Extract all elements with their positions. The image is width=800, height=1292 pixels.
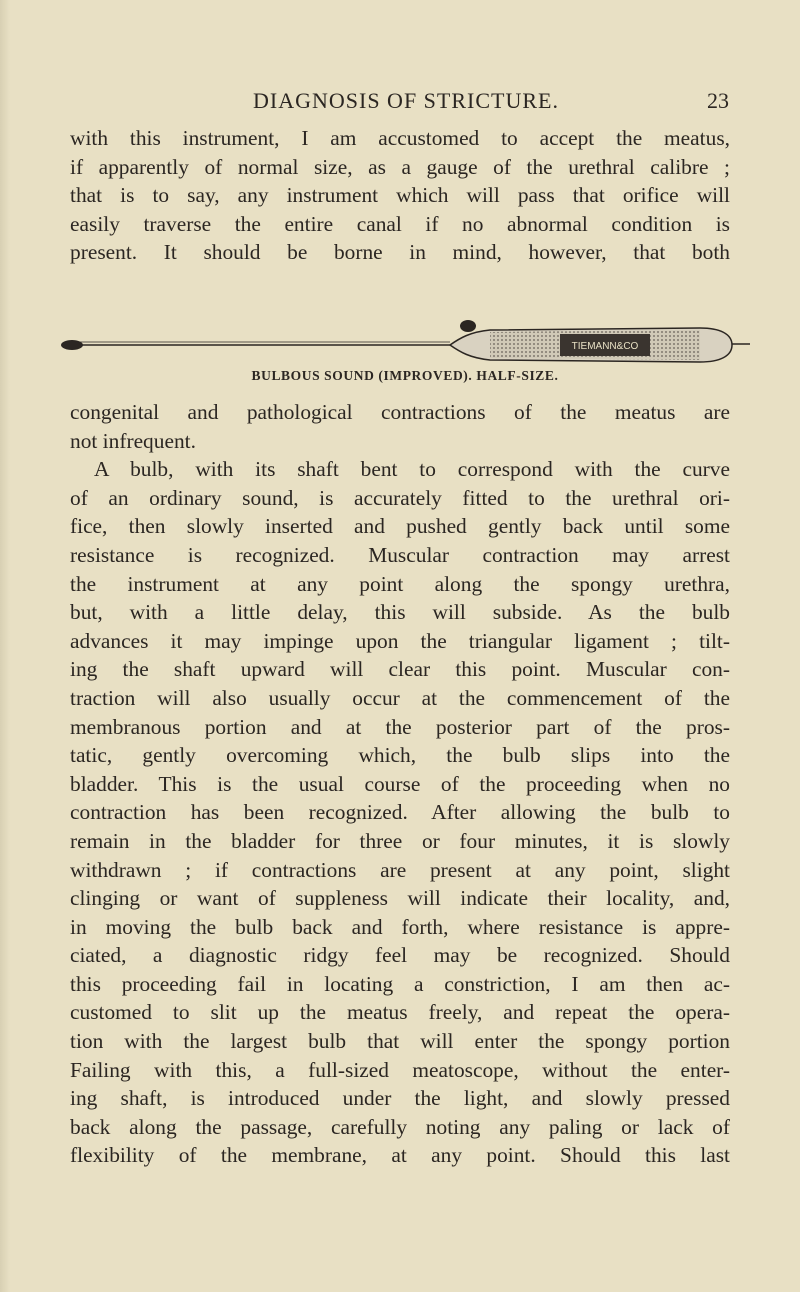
text-line: present. It should be borne in mind, however, that both bbox=[70, 240, 730, 265]
text-line: congenital and pathological contractions of the meatus are bbox=[70, 400, 730, 424]
text-line: ing the shaft upward will clear this point. Muscular con- bbox=[70, 657, 730, 682]
handle-inscription: TIEMANN&CO bbox=[571, 341, 639, 352]
paragraph-1 bbox=[70, 124, 730, 267]
text-line: easily traverse the entire canal if no abnormal condition is bbox=[70, 211, 730, 236]
text-line: in moving the bulb back and forth, where resistance is appre- bbox=[70, 914, 730, 939]
text-line: remain in the bladder for three or four minutes, it is slowly bbox=[70, 828, 730, 853]
text-line: ciated, a diagnostic ridgy feel may be recognized. Should bbox=[70, 943, 730, 968]
text-line: ing shaft, is introduced under the light, and slowly pressed bbox=[70, 1086, 730, 1111]
figure-caption: BULBOUS SOUND (IMPROVED). HALF-SIZE. bbox=[251, 368, 559, 383]
text-line: this proceeding fail in locating a constriction, I am then ac- bbox=[70, 971, 730, 996]
bulbous-sound-illustration bbox=[60, 318, 750, 368]
handle-knob bbox=[460, 320, 476, 332]
text-line: tatic, gently overcoming which, the bulb slips into the bbox=[70, 743, 730, 768]
text-line: but, with a little delay, this will subside. As the bulb bbox=[70, 600, 730, 625]
bulb-tip bbox=[61, 340, 83, 350]
page-header bbox=[0, 88, 800, 118]
text-line: not infrequent. bbox=[70, 428, 196, 453]
text-line: traction will also usually occur at the commencement of the bbox=[70, 685, 730, 710]
text-line: the instrument at any point along the spongy urethra, bbox=[70, 571, 730, 596]
text-line: flexibility of the membrane, at any point. Should this last bbox=[70, 1143, 730, 1168]
page-edge bbox=[0, 0, 10, 1292]
text-line: if apparently of normal size, as a gauge of the urethral calibre ; bbox=[70, 154, 730, 179]
text-line: fice, then slowly inserted and pushed gently back until some bbox=[70, 514, 730, 539]
page-number: 23 bbox=[707, 88, 729, 113]
text-line: customed to slit up the meatus freely, and repeat the opera- bbox=[70, 1000, 730, 1025]
text-line: that is to say, any instrument which will pass that orifice will bbox=[70, 183, 730, 208]
text-line: with this instrument, I am accustomed to accept the meatus, bbox=[70, 126, 730, 150]
text-line: A bulb, with its shaft bent to correspond with the curve bbox=[94, 457, 730, 482]
text-line: resistance is recognized. Muscular contraction may arrest bbox=[70, 542, 730, 567]
text-line: clinging or want of suppleness will indicate their locality, and, bbox=[70, 886, 730, 911]
text-line: Failing with this, a full-sized meatoscope, without the enter- bbox=[70, 1057, 730, 1082]
text-line: of an ordinary sound, is accurately fitted to the urethral ori- bbox=[70, 485, 730, 510]
paragraph-2 bbox=[70, 398, 730, 1170]
text-line: bladder. This is the usual course of the proceeding when no bbox=[70, 771, 730, 796]
text-line: tion with the largest bulb that will enter the spongy portion bbox=[70, 1029, 730, 1054]
text-line: withdrawn ; if contractions are present at any point, slight bbox=[70, 857, 730, 882]
text-line: advances it may impinge upon the triangular ligament ; tilt- bbox=[70, 628, 730, 653]
text-line: membranous portion and at the posterior part of the pros- bbox=[70, 714, 730, 739]
text-line: contraction has been recognized. After allowing the bulb to bbox=[70, 800, 730, 825]
text-line: back along the passage, carefully noting any paling or lack of bbox=[70, 1114, 730, 1139]
figure-bulbous-sound bbox=[60, 318, 750, 388]
running-title: DIAGNOSIS OF STRICTURE. bbox=[253, 88, 559, 113]
